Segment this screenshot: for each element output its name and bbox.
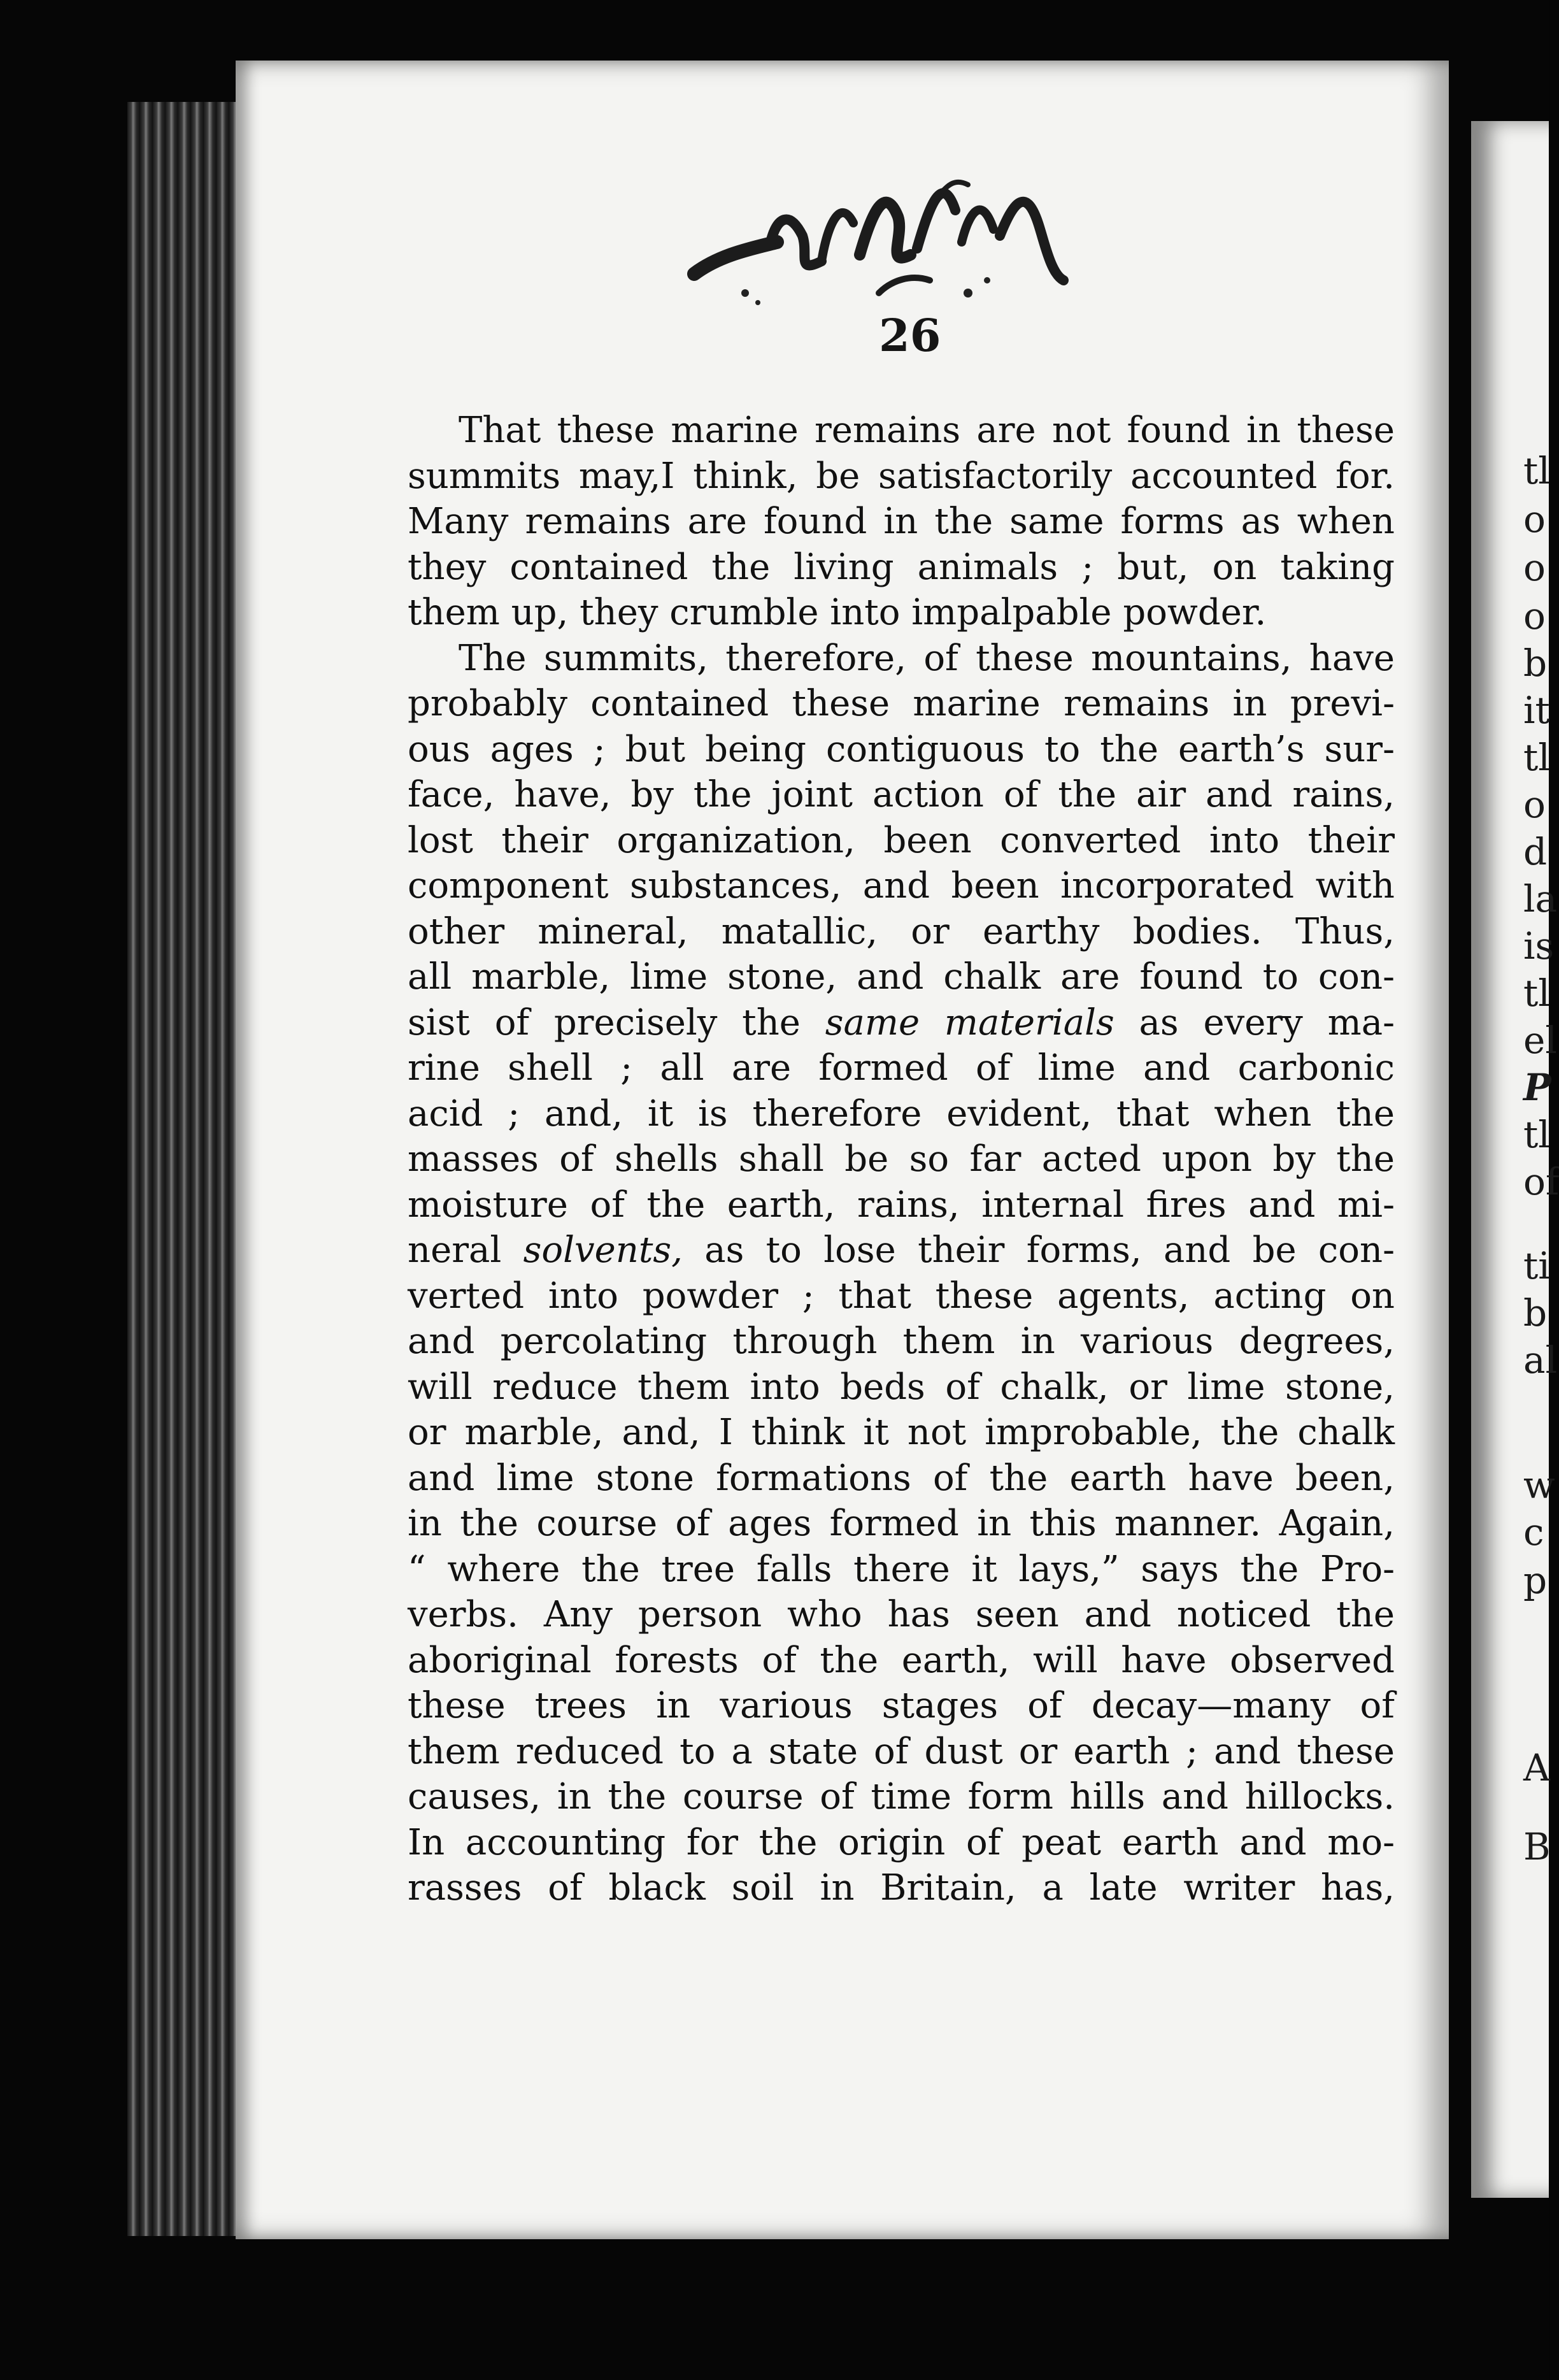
text-line: in the course of ages formed in this manner. Again, (408, 1503, 1395, 1544)
text-line: will reduce them into beds of chalk, or lime stone, (408, 1366, 1395, 1408)
text-line: them reduced to a state of dust or earth ; and these (408, 1730, 1395, 1772)
facing-fragment: p (1523, 1559, 1548, 1602)
facing-fragment: o (1523, 594, 1546, 638)
facing-fragment: b (1523, 1291, 1548, 1335)
facing-fragment: is (1523, 924, 1555, 968)
facing-fragment: tl (1523, 736, 1550, 779)
text-line-mixed (408, 1228, 1395, 1273)
text-line: all marble, lime stone, and chalk are found to con- (408, 956, 1395, 998)
body-text (408, 408, 1395, 1911)
facing-fragment: it (1523, 689, 1550, 732)
text-line: verted into powder ; that these agents, acting on (408, 1275, 1395, 1317)
text-line: In accounting for the origin of peat earth and mo- (408, 1821, 1395, 1863)
facing-fragment: tl (1523, 971, 1550, 1015)
facing-fragment: al (1523, 1338, 1558, 1382)
text-line: probably contained these marine remains in previ- (408, 683, 1395, 724)
text-line: they contained the living animals ; but, on taking (408, 546, 1395, 588)
text-line: or marble, and, I think it not improbable, the chalk (408, 1412, 1395, 1453)
text-fragment: neral (408, 1229, 502, 1271)
facing-fragment: d (1523, 830, 1548, 873)
text-line: rasses of black soil in Britain, a late writer has, (408, 1867, 1395, 1909)
facing-fragment: c (1523, 1510, 1544, 1554)
facing-fragment: o (1523, 498, 1546, 541)
text-fragment: sist of precisely the (408, 1001, 801, 1043)
text-line: and percolating through them in various degrees, (408, 1321, 1395, 1362)
page-number: 26 (879, 309, 941, 362)
text-line: masses of shells shall be so far acted upon by the (408, 1138, 1395, 1180)
text-fragment: as every ma- (1139, 1001, 1395, 1043)
text-line: aboriginal forests of the earth, will have observed (408, 1639, 1395, 1681)
text-line: face, have, by the joint action of the air and rains, (408, 774, 1395, 815)
text-line: acid ; and, it is therefore evident, that when the (408, 1093, 1395, 1135)
facing-page-edge (1471, 121, 1559, 2198)
italic-phrase: same materials (825, 1001, 1114, 1043)
text-line: ous ages ; but being contiguous to the earth’s sur- (408, 728, 1395, 770)
facing-fragment: b (1523, 642, 1548, 685)
text-line: The summits, therefore, of these mountains, have (459, 637, 1395, 679)
text-line: moisture of the earth, rains, internal fires and mi- (408, 1184, 1395, 1226)
facing-fragment: A (1523, 1746, 1550, 1789)
text-line: causes, in the course of time form hills and hillocks. (408, 1776, 1395, 1817)
text-line: verbs. Any person who has seen and noticed the (408, 1594, 1395, 1635)
facing-fragment: la (1523, 877, 1558, 921)
text-line: That these marine remains are not found in these (459, 410, 1395, 451)
text-line: component substances, and been incorporated with (408, 865, 1395, 907)
facing-fragment: o (1523, 783, 1546, 826)
text-line: Many remains are found in the same forms as when (408, 501, 1395, 542)
facing-fragment: P (1523, 1066, 1551, 1109)
facing-fragment: el (1523, 1019, 1557, 1062)
text-line: other mineral, matallic, or earthy bodies. Thus, (408, 910, 1395, 952)
facing-fragment: B (1523, 1825, 1551, 1868)
text-line-mixed (408, 1000, 1395, 1046)
italic-word: solvents, (523, 1229, 683, 1271)
text-line: rine shell ; all are formed of lime and carbonic (408, 1047, 1395, 1089)
text-line: and lime stone formations of the earth have been, (408, 1457, 1395, 1499)
facing-fragment: tl (1523, 1113, 1550, 1156)
text-line: them up, they crumble into impalpable powder. (408, 592, 1267, 633)
facing-fragment: w (1523, 1463, 1555, 1507)
text-fragment: as to lose their forms, and be con- (704, 1229, 1395, 1271)
facing-fragment: o (1523, 546, 1546, 589)
text-line: these trees in various stages of decay—many of (408, 1685, 1395, 1726)
text-line: summits may,I think, be satisfactorily accounted for. (408, 455, 1395, 497)
book-binding-edge (127, 102, 242, 2236)
facing-fragment: of (1523, 1160, 1559, 1203)
facing-fragment: ti (1523, 1244, 1550, 1287)
library-stamp (669, 147, 1076, 357)
facing-fragment: tl (1523, 449, 1550, 492)
text-line: “ where the tree falls there it lays,” says the Pro- (408, 1548, 1395, 1590)
text-line: lost their organization, been converted into their (408, 819, 1395, 861)
